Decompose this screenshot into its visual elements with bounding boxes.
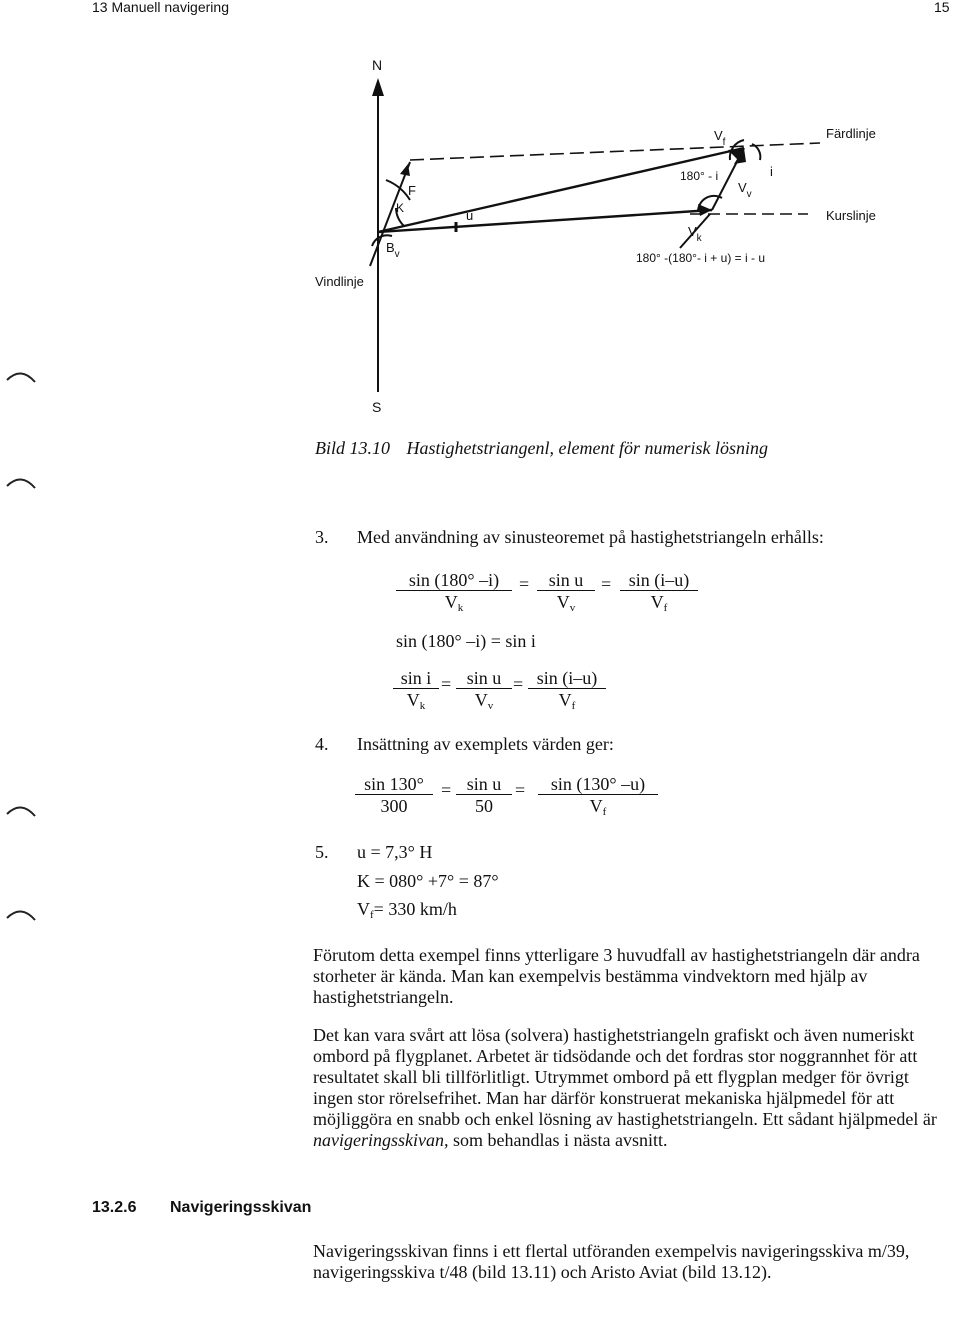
item-3-text: Med användning av sinusteoremet på hastighetstriangeln erhålls:	[357, 527, 824, 547]
equals-sign: =	[519, 574, 530, 594]
paragraph-other-cases: Förutom detta exempel finns ytterligare 3 huvudfall av hastighetstriangeln där andra storheter är kända. Man kan exempelvis bestämma vindvektorn med hjälp av hastighetstriangeln.	[313, 945, 920, 1007]
caption-label: Bild 13.10	[315, 438, 390, 458]
label-i: i	[770, 164, 773, 179]
result-k: K = 080° +7° = 87°	[357, 871, 499, 891]
velocity-triangle-diagram	[0, 0, 960, 420]
equals-sign: =	[513, 674, 524, 694]
result-vf: $V_f= 330$ km/h	[357, 899, 457, 921]
formula-fraction: $\frac{\text{sin u}}{V_v}$	[537, 570, 595, 619]
page-number: 15	[934, 0, 950, 15]
paragraph-mechanical-aids: Det kan vara svårt att lösa (solvera) hastighetstriangeln grafiskt och även numeriskt ombord på flygplanet. Arbetet är tidsödande och det fordras stor noggrannhet för att resultatet skall bli tillförlitligt. Utrymmet ombord på ett flygplan medger för övrigt ingen stor rörelsefrihet. Man har därför konstruerat mekaniska hjälpmedel för att möjliggöra en snabb och enkel lösning av hastighetstriangeln. Ett sådant hjälpmedel är navigeringsskivan, som behandlas i nästa avsnitt.	[313, 1025, 937, 1150]
north-label: N	[372, 57, 383, 73]
track-line-label: Färdlinje	[826, 126, 876, 141]
figure-caption	[315, 438, 768, 459]
margin-mark	[5, 800, 37, 818]
label-Vk: $V_k$	[688, 224, 702, 244]
south-label: S	[372, 399, 382, 415]
wind-line-label: Vindlinje	[315, 274, 364, 289]
formula-fraction: $\frac{\sin (i-u)}{V_f}$	[528, 668, 606, 717]
label-Vv: $V_v$	[738, 180, 752, 200]
equals-sign: =	[515, 780, 526, 800]
label-u: u	[466, 208, 474, 223]
formula-fraction: $\frac{\sin 130^\circ}{300}$	[355, 774, 433, 817]
chapter-header: 13 Manuell navigering	[92, 0, 229, 15]
equals-sign: =	[601, 574, 612, 594]
label-F: F	[408, 183, 416, 198]
formula-fraction: $\frac{\sin (130^\circ -u)}{V_f}$	[538, 774, 658, 823]
caption-text: Hastighetstriangenl, element för numerisk lösning	[406, 438, 768, 458]
course-line-label: Kurslinje	[826, 208, 876, 223]
angle-bottom-label: 180° -(180°- i + u) = i - u	[636, 251, 765, 265]
angle-top-label: 180° - i	[680, 169, 719, 183]
formula-fraction: $\frac{\text{sin u}}{V_v}$	[456, 668, 512, 717]
equals-sign: =	[441, 780, 452, 800]
item-5-number: 5.	[315, 842, 329, 862]
label-Vf: $V_f$	[714, 128, 726, 148]
formula-fraction: $\frac{\sin (i-u)}{V_f}$	[620, 570, 698, 619]
formula-fraction: $\frac{\text{sin i}}{V_k}$	[393, 668, 439, 717]
formula-fraction: $\frac{\text{sin u}}{50}$	[456, 774, 512, 817]
label-K: K	[396, 201, 405, 215]
item-4-text: Insättning av exemplets värden ger:	[357, 734, 614, 754]
section-title: Navigeringsskivan	[170, 1199, 312, 1216]
sine-identity: sin (180° –i) = sin i	[396, 631, 536, 651]
label-Bv: $B_v$	[386, 240, 400, 260]
result-u: u = 7,3° H	[357, 842, 433, 862]
margin-mark	[5, 904, 37, 922]
item-3-number: 3.	[315, 527, 329, 547]
section-number: 13.2.6	[92, 1199, 137, 1216]
paragraph-navigation-disc: Navigeringsskivan finns i ett flertal utföranden exempelvis navigeringsskiva m/39, navigeringsskiva t/48 (bild 13.11) och Aristo Aviat (bild 13.12).	[313, 1241, 910, 1282]
margin-mark	[5, 472, 37, 490]
item-4-number: 4.	[315, 734, 329, 754]
equals-sign: =	[441, 674, 452, 694]
formula-fraction: $\frac{\sin (180^\circ -i)}{V_k}$	[396, 570, 512, 619]
